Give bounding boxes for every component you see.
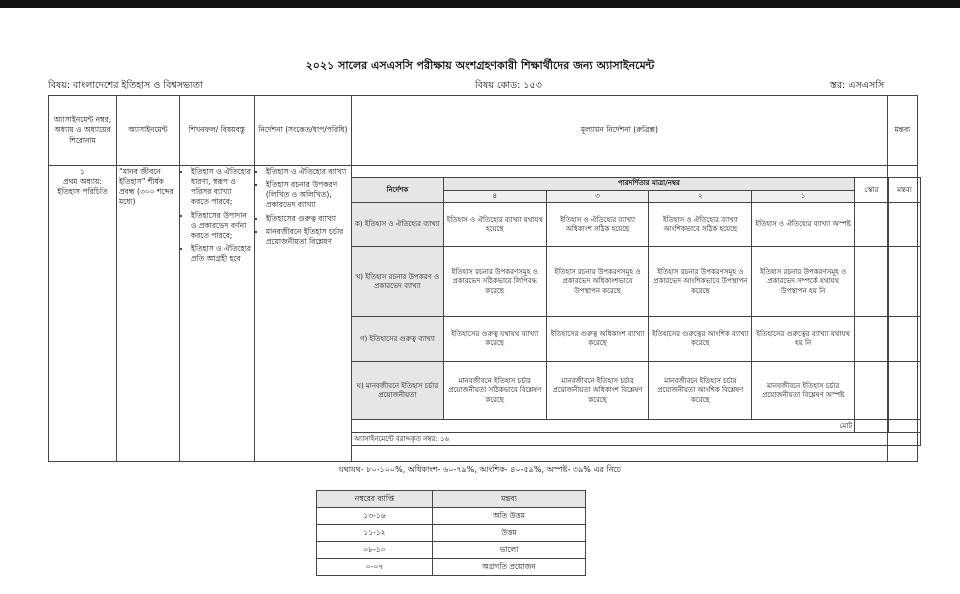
instruction-item: • ইতিহাস ও ঐতিহ্যের ব্যাখ্যা [266, 167, 349, 177]
rubric-score-cell [855, 247, 889, 317]
grade-remark: অতি উত্তম [432, 508, 585, 525]
rubric-cell: ইতিহাস রচনার উপকরণসমূহ ও প্রকারভেদ সম্পর্কে যথাযথ উপস্থাপন হয় নি [752, 247, 855, 317]
grade-range: ০-০৭ [317, 559, 433, 576]
rubric-score-cell [855, 317, 889, 362]
rubric-cell: ইতিহাস ও ঐতিহ্যের ব্যাখ্যা অস্পষ্ট [752, 203, 855, 247]
rubric-criterion: ঘ) মানবজীবনে ইতিহাস চর্চার প্রয়োজনীয়তা [352, 362, 444, 420]
header-instructions: নির্দেশনা (সংকেত/ধাপ/পরিধি) [254, 96, 351, 166]
rubric-cell: ইতিহাসের গুরুত্বের আংশিক ব্যাখ্যা করেছে [649, 317, 752, 362]
instruction-item: • ইতিহাস রচনার উপকরণ (লিখিত ও অলিখিত), প্রকারভেদ ব্যাখ্যা [266, 180, 349, 210]
subject-label: বিষয়: বাংলাদেশের ইতিহাস ও বিশ্বসভ্যতা [48, 80, 203, 91]
rubric-table [351, 177, 921, 446]
header-remarks: মন্তব্য [887, 96, 917, 166]
rubric-level: ১ [752, 191, 855, 203]
rubric-criterion: খ) ইতিহাস রচনার উপকরণ ও প্রকারভেদ ব্যাখ্যা [352, 247, 444, 317]
rubric-total-label: মোট [352, 420, 855, 433]
rubric-level: ৪ [443, 191, 546, 203]
rubric-score-cell [855, 362, 889, 420]
rubric-cell: মানবজীবনে ইতিহাস চর্চার প্রয়োজনীয়তা বিশ্লেষণ অস্পষ্ট [752, 362, 855, 420]
grade-header-remark: মন্তব্য [432, 491, 585, 508]
grade-range: ১১-১২ [317, 525, 433, 542]
scale-note: যথাযথ- ৮০-১০০%, অধিকাংশ- ৬০-৭৯%, আংশিক- ৪০-৫৯%, অস্পষ্ট- ৩৯% এর নিচে [338, 465, 622, 474]
header-chapter: অ্যাসাইনমেন্ট নম্বর, অধ্যায় ও অধ্যায়ের শিরোনাম [49, 96, 117, 166]
outcome-item: • ইতিহাস ও ঐতিহ্যের প্রতি আগ্রহী হবে [191, 244, 252, 264]
grade-remark: অগ্রগতি প্রয়োজন [432, 559, 585, 576]
rubric-cell: মানবজীবনে ইতিহাস চর্চার প্রয়োজনীয়তা আংশিক বিশ্লেষণ করেছে [649, 362, 752, 420]
rubric-criterion: ক) ইতিহাস ও ঐতিহ্যের ব্যাখ্যা [352, 203, 444, 247]
rubric-cell: মানবজীবনে ইতিহাস চর্চার প্রয়োজনীয়তা অধিকাংশ বিশ্লেষণ করেছে [546, 362, 649, 420]
rubric-cell: ইতিহাসের গুরুত্ব অধিকাংশ ব্যাখ্যা করেছে [546, 317, 649, 362]
outcome-item: • ইতিহাস ও ঐতিহ্যের ধারণা, স্বরূপ ও পরিসর ব্যাখ্যা করতে পারবে; [191, 167, 252, 208]
instructions-cell [254, 166, 351, 462]
assignment-number: ১ [80, 167, 85, 176]
rubric-allotted-marks: অ্যাসাইনমেন্টে বরাদ্দকৃত নম্বর: ১৬ [352, 433, 921, 446]
rubric-cell: ইতিহাস ও ঐতিহ্যের ব্যাখ্যা আংশিকভাবে সঠিক হয়েছে [649, 203, 752, 247]
rubric-cell: ইতিহাস ও ঐতিহ্যের ব্যাখ্যা যথাযথ হয়েছে [443, 203, 546, 247]
rubric-total-score [855, 420, 889, 433]
grade-remark: ভালো [432, 542, 585, 559]
rubric-remark-cell [888, 203, 920, 247]
header-outcome: শিখনফল/ বিষয়বস্তু [179, 96, 254, 166]
grade-table [316, 490, 586, 576]
rubric-cell: ইতিহাস রচনার উপকরণসমূহ ও প্রকারভেদ সঠিকভাবে লিপিবদ্ধ করেছে [443, 247, 546, 317]
rubric-total-remark [888, 420, 920, 433]
rubric-cell: ইতিহাসের গুরুত্বের ব্যাখ্যা যথাযথ হয় নি [752, 317, 855, 362]
rubric-score-header: স্কোর [855, 178, 889, 203]
header-rubric: মূল্যায়ন নির্দেশনা (রুব্রিক্স) [351, 96, 887, 166]
rubric-remark-cell [888, 317, 920, 362]
rubric-remark-cell [888, 247, 920, 317]
grade-range: ০৮-১০ [317, 542, 433, 559]
rubric-remark-cell [888, 362, 920, 420]
rubric-cell: ইতিহাস ও ঐতিহ্যের ব্যাখ্যা অধিকাংশ সঠিক হয়েছে [546, 203, 649, 247]
top-border-bar [0, 0, 960, 8]
rubric-level-header: পারদর্শিতার মাত্রা/নম্বর [443, 178, 854, 191]
rubric-level: ২ [649, 191, 752, 203]
page-title: ২০২১ সালের এসএসসি পরীক্ষায় অংশগ্রহণকারী শিক্ষার্থীদের জন্য অ্যাসাইনমেন্ট [305, 59, 655, 72]
header-assignment: অ্যাসাইনমেন্ট [116, 96, 179, 166]
rubric-cell: মানবজীবনে ইতিহাস চর্চার প্রয়োজনীয়তা সঠিকভাবে বিশ্লেষণ করেছে [443, 362, 546, 420]
rubric-level: ৩ [546, 191, 649, 203]
rubric-criterion: গ) ইতিহাসের গুরুত্ব ব্যাখ্যা [352, 317, 444, 362]
grade-remark: উত্তম [432, 525, 585, 542]
subject-code-label: বিষয় কোড: ১৫৩ [475, 80, 542, 91]
instruction-item: • ইতিহাসের গুরুত্ব ব্যাখ্যা [266, 214, 349, 224]
chapter-cell [49, 166, 117, 462]
outcome-cell [179, 166, 254, 462]
rubric-score-cell [855, 203, 889, 247]
grade-range: ১৩-১৬ [317, 508, 433, 525]
rubric-cell: ইতিহাস রচনার উপকরণসমূহ ও প্রকারভেদ অধিকাংশভাবে উপস্থাপন করেছে [546, 247, 649, 317]
level-label: স্তর: এসএসসি [830, 80, 885, 91]
instruction-item: • মানবজীবনে ইতিহাস চর্চার প্রয়োজনীয়তা বিশ্লেষণ [266, 227, 349, 247]
assignment-cell: “মানব জীবনে ইতিহাস” শীর্ষক প্রবন্ধ (৩০০ শব্দের মধ্যে) [116, 166, 179, 462]
outcome-item: • ইতিহাসের উপাদান ও প্রকারভেদ বর্ণনা করতে পারবে; [191, 211, 252, 241]
rubric-remark-header: মন্তব্য [888, 178, 920, 203]
rubric-cell: ইতিহাস রচনার উপকরণসমূহ ও প্রকারভেদ আংশিকভাবে উপস্থাপন করেছে [649, 247, 752, 317]
chapter-title: প্রথম অধ্যায়: ইতিহাস পরিচিতি [57, 177, 108, 197]
grade-header-range: নম্বরের ব্যাপ্তি [317, 491, 433, 508]
rubric-criterion-header: নির্দেশক [352, 178, 444, 203]
rubric-cell: ইতিহাসের গুরুত্ব যথাযথ ব্যাখ্যা করেছে [443, 317, 546, 362]
